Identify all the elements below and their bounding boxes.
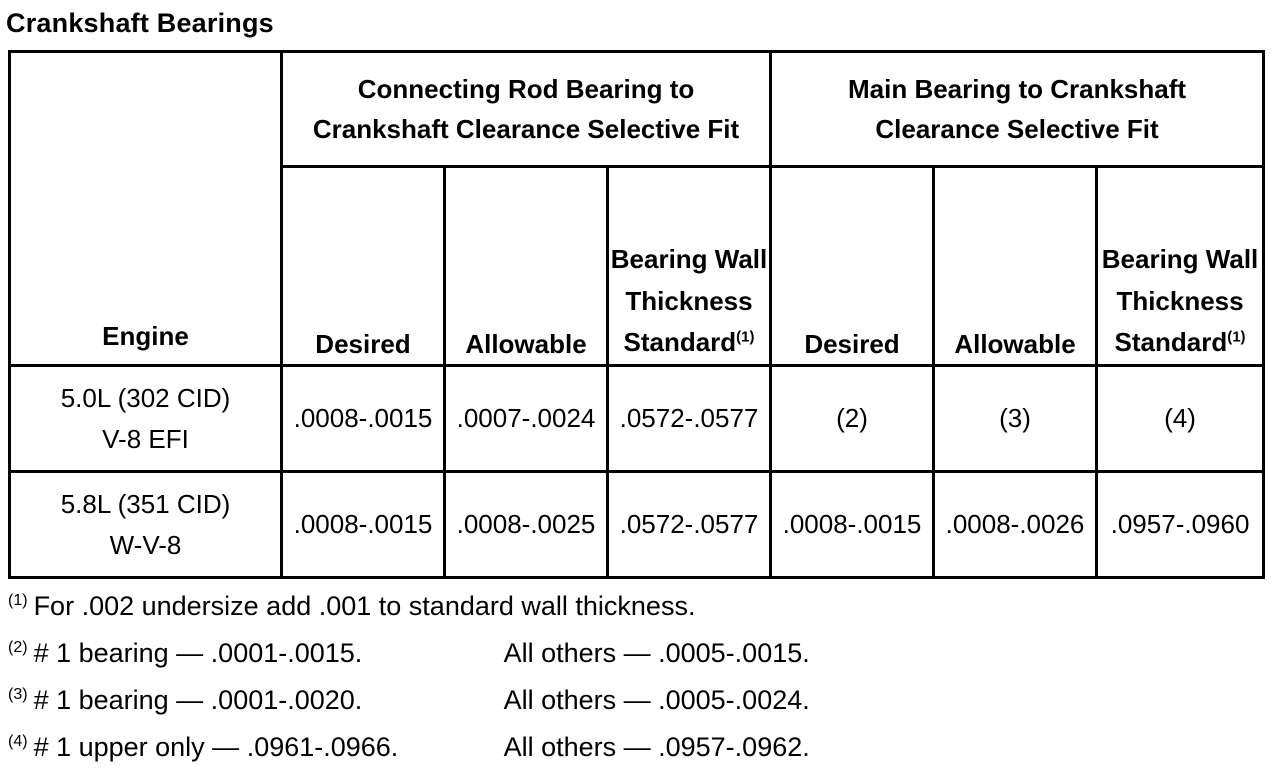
rod-allowable-cell: .0008-.0025 <box>445 472 608 578</box>
engine-cell <box>10 366 282 472</box>
rod-thickness-header <box>608 167 771 366</box>
table-row <box>10 366 1264 472</box>
main-thickness-cell: (4) <box>1097 366 1264 472</box>
rod-thickness-header-label: Bearing Wall Thickness Standard <box>610 244 768 358</box>
footnote-text: # 1 bearing — .0001-.0015. <box>33 638 363 668</box>
engine-cell <box>10 472 282 578</box>
footnote-line <box>8 585 810 632</box>
engine-line1: 5.8L (351 CID) <box>60 489 231 520</box>
header-row-groups <box>10 52 1264 167</box>
footnote-others: All others — .0005-.0024. <box>503 685 810 715</box>
main-bearing-group-header: Main Bearing to Crankshaft Clearance Selective Fit <box>771 52 1264 167</box>
footnote-text: # 1 upper only — .0961-.0966. <box>33 732 399 762</box>
engine-header: Engine <box>10 52 282 366</box>
main-thickness-header <box>1097 167 1264 366</box>
rod-thickness-cell: .0572-.0577 <box>608 366 771 472</box>
engine-line1: 5.0L (302 CID) <box>60 383 231 414</box>
rod-allowable-header: Allowable <box>445 167 608 366</box>
rod-allowable-cell: .0007-.0024 <box>445 366 608 472</box>
main-desired-header: Desired <box>771 167 934 366</box>
footnote-others: All others — .0005-.0015. <box>503 638 810 668</box>
rod-thickness-cell: .0572-.0577 <box>608 472 771 578</box>
table-row <box>10 472 1264 578</box>
footnote-marker: (4) <box>8 733 28 750</box>
crankshaft-bearings-table <box>8 50 1265 579</box>
page-title: Crankshaft Bearings <box>6 8 274 38</box>
main-thickness-header-label: Bearing Wall Thickness Standard <box>1101 244 1259 358</box>
rod-desired-cell: .0008-.0015 <box>282 366 445 472</box>
footnote-others: All others — .0957-.0962. <box>503 732 810 762</box>
footnote-line <box>8 726 810 773</box>
footnote-marker: (2) <box>8 639 28 656</box>
main-desired-cell: (2) <box>771 366 934 472</box>
main-desired-cell: .0008-.0015 <box>771 472 934 578</box>
footnotes <box>8 585 810 773</box>
main-allowable-cell: (3) <box>934 366 1097 472</box>
footnote-text: For .002 undersize add .001 to standard wall thickness. <box>33 591 696 621</box>
footnote-line <box>8 632 810 679</box>
engine-line2: W-V-8 <box>109 529 182 560</box>
rod-thickness-footnote-ref: (1) <box>736 328 755 346</box>
rod-desired-header: Desired <box>282 167 445 366</box>
rod-desired-cell: .0008-.0015 <box>282 472 445 578</box>
footnote-text: # 1 bearing — .0001-.0020. <box>33 685 363 715</box>
footnote-marker: (3) <box>8 686 28 703</box>
footnote-marker: (1) <box>8 592 28 609</box>
main-allowable-header: Allowable <box>934 167 1097 366</box>
main-allowable-cell: .0008-.0026 <box>934 472 1097 578</box>
main-thickness-footnote-ref: (1) <box>1227 328 1246 346</box>
main-thickness-cell: .0957-.0960 <box>1097 472 1264 578</box>
engine-line2: V-8 EFI <box>102 423 189 454</box>
footnote-line <box>8 679 810 726</box>
connecting-rod-group-header: Connecting Rod Bearing to Crankshaft Clearance Selective Fit <box>282 52 771 167</box>
